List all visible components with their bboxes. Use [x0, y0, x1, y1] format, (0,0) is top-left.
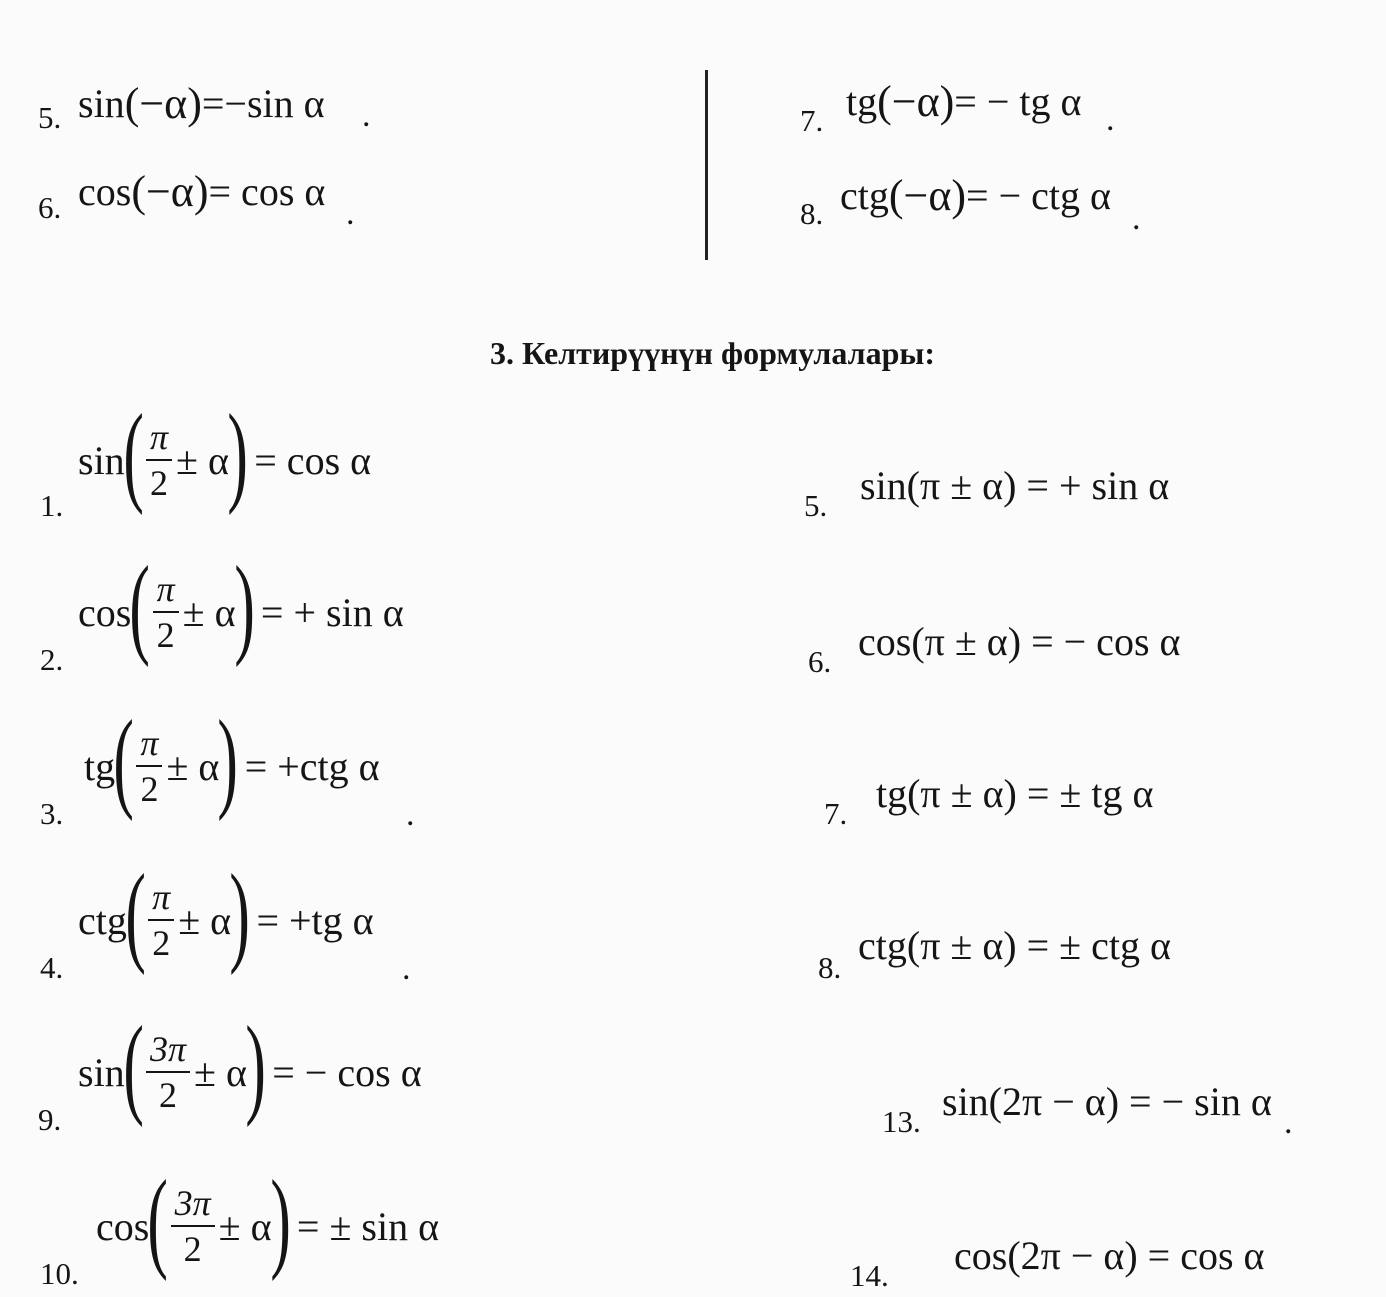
arg: (−α) [124, 79, 202, 128]
denominator: 2 [140, 769, 159, 809]
formula-number: 7. [824, 796, 848, 831]
rhs: = ± sin α [296, 1203, 440, 1249]
formula-number: 5. [38, 100, 62, 135]
rhs: = cos α [208, 169, 326, 214]
formula-number: 8. [800, 196, 824, 231]
numerator: π [149, 417, 169, 457]
func: sin [78, 81, 125, 126]
formula-tg-pi: tg(π ± α) = ± tg α [876, 771, 1154, 816]
formula-number: 9. [38, 1102, 62, 1137]
rhs: = − cos α [272, 1049, 422, 1095]
tail: ± α [176, 437, 229, 483]
formula-number: 10. [40, 1256, 79, 1291]
formula-sin-2pi: sin(2π − α) = − sin α [942, 1079, 1272, 1124]
func: cos [78, 169, 132, 214]
formula-number: 13. [882, 1104, 921, 1139]
right-paren: ) [227, 392, 248, 516]
rhs: = +ctg α [244, 743, 380, 789]
formula-number: 8. [818, 950, 842, 985]
formula-sin-3pi-half [78, 1004, 422, 1128]
formula-ctg-neg [840, 170, 1111, 221]
fraction [146, 1031, 190, 1113]
period: . [1284, 1104, 1293, 1141]
left-paren: ( [123, 392, 144, 516]
tail: ± α [178, 897, 232, 943]
func: tg [84, 743, 116, 789]
rhs: = + sin α [260, 589, 404, 635]
section-title: 3. Келтирүүнүн формулалары: [490, 335, 936, 371]
formula-cos-pi: cos(π ± α) = − cos α [858, 619, 1181, 664]
period: . [1132, 200, 1141, 237]
func: cos [78, 589, 132, 635]
fraction [148, 879, 174, 961]
fraction [171, 1185, 215, 1267]
arg: (−α) [888, 171, 967, 220]
period: . [362, 97, 371, 134]
fraction [146, 419, 172, 501]
formula-cos-pi-half [78, 544, 404, 668]
numerator: π [156, 569, 175, 609]
formula-number: 14. [850, 1258, 889, 1293]
column-divider [705, 70, 708, 260]
formula-number: 2. [40, 642, 64, 677]
denominator: 2 [152, 923, 171, 963]
right-paren: ) [245, 1004, 266, 1128]
formula-number: 6. [38, 190, 62, 225]
formula-cos-3pi-half [96, 1158, 440, 1282]
tail: ± α [182, 589, 236, 635]
rhs: = cos α [254, 437, 372, 483]
fraction [136, 725, 162, 807]
formula-ctg-pi-half [78, 852, 374, 976]
rhs: = +tg α [256, 897, 374, 943]
right-paren: ) [217, 698, 239, 822]
period: . [346, 195, 355, 232]
denominator: 2 [156, 615, 175, 655]
period: . [406, 796, 415, 833]
formula-number: 6. [808, 644, 832, 679]
formula-sin-pi-half [78, 392, 372, 516]
left-paren: ( [113, 698, 135, 822]
denominator: 2 [183, 1229, 202, 1269]
formula-cos-neg [78, 166, 325, 217]
tail: ± α [194, 1049, 247, 1095]
denominator: 2 [150, 463, 168, 503]
tail: ± α [166, 743, 220, 789]
formula-number: 3. [40, 796, 64, 831]
formula-sin-neg [78, 78, 325, 129]
arg: (−α) [877, 77, 955, 126]
formula-number: 4. [40, 950, 64, 985]
left-paren: ( [147, 1158, 169, 1282]
formula-ctg-pi: ctg(π ± α) = ± ctg α [858, 923, 1171, 968]
formula-tg-neg [846, 76, 1081, 127]
denominator: 2 [159, 1075, 177, 1115]
numerator: 3π [174, 1183, 211, 1223]
right-paren: ) [233, 544, 255, 668]
formula-number: 5. [804, 488, 828, 523]
period: . [1106, 101, 1115, 138]
func: ctg [78, 897, 127, 943]
rhs: = − ctg α [966, 173, 1111, 218]
func: tg [846, 79, 878, 124]
numerator: π [152, 877, 171, 917]
rhs: = − tg α [954, 79, 1082, 124]
left-paren: ( [125, 852, 146, 976]
fraction [153, 571, 179, 653]
formula-tg-pi-half [84, 698, 380, 822]
formula-cos-2pi: cos(2π − α) = cos α [954, 1233, 1265, 1278]
period: . [402, 950, 411, 987]
numerator: 3π [149, 1029, 187, 1069]
left-paren: ( [123, 1004, 144, 1128]
formula-sin-pi: sin(π ± α) = + sin α [860, 463, 1170, 508]
tail: ± α [218, 1203, 272, 1249]
right-paren: ) [229, 852, 251, 976]
rhs: =−sin α [201, 81, 325, 126]
arg: (−α) [131, 167, 209, 216]
func: cos [96, 1203, 150, 1249]
formula-number: 7. [800, 103, 824, 138]
numerator: π [140, 723, 159, 763]
left-paren: ( [129, 544, 151, 668]
func: sin [78, 437, 125, 483]
func: ctg [840, 173, 889, 218]
right-paren: ) [269, 1158, 291, 1282]
func: sin [78, 1049, 125, 1095]
formula-number: 1. [40, 488, 64, 523]
